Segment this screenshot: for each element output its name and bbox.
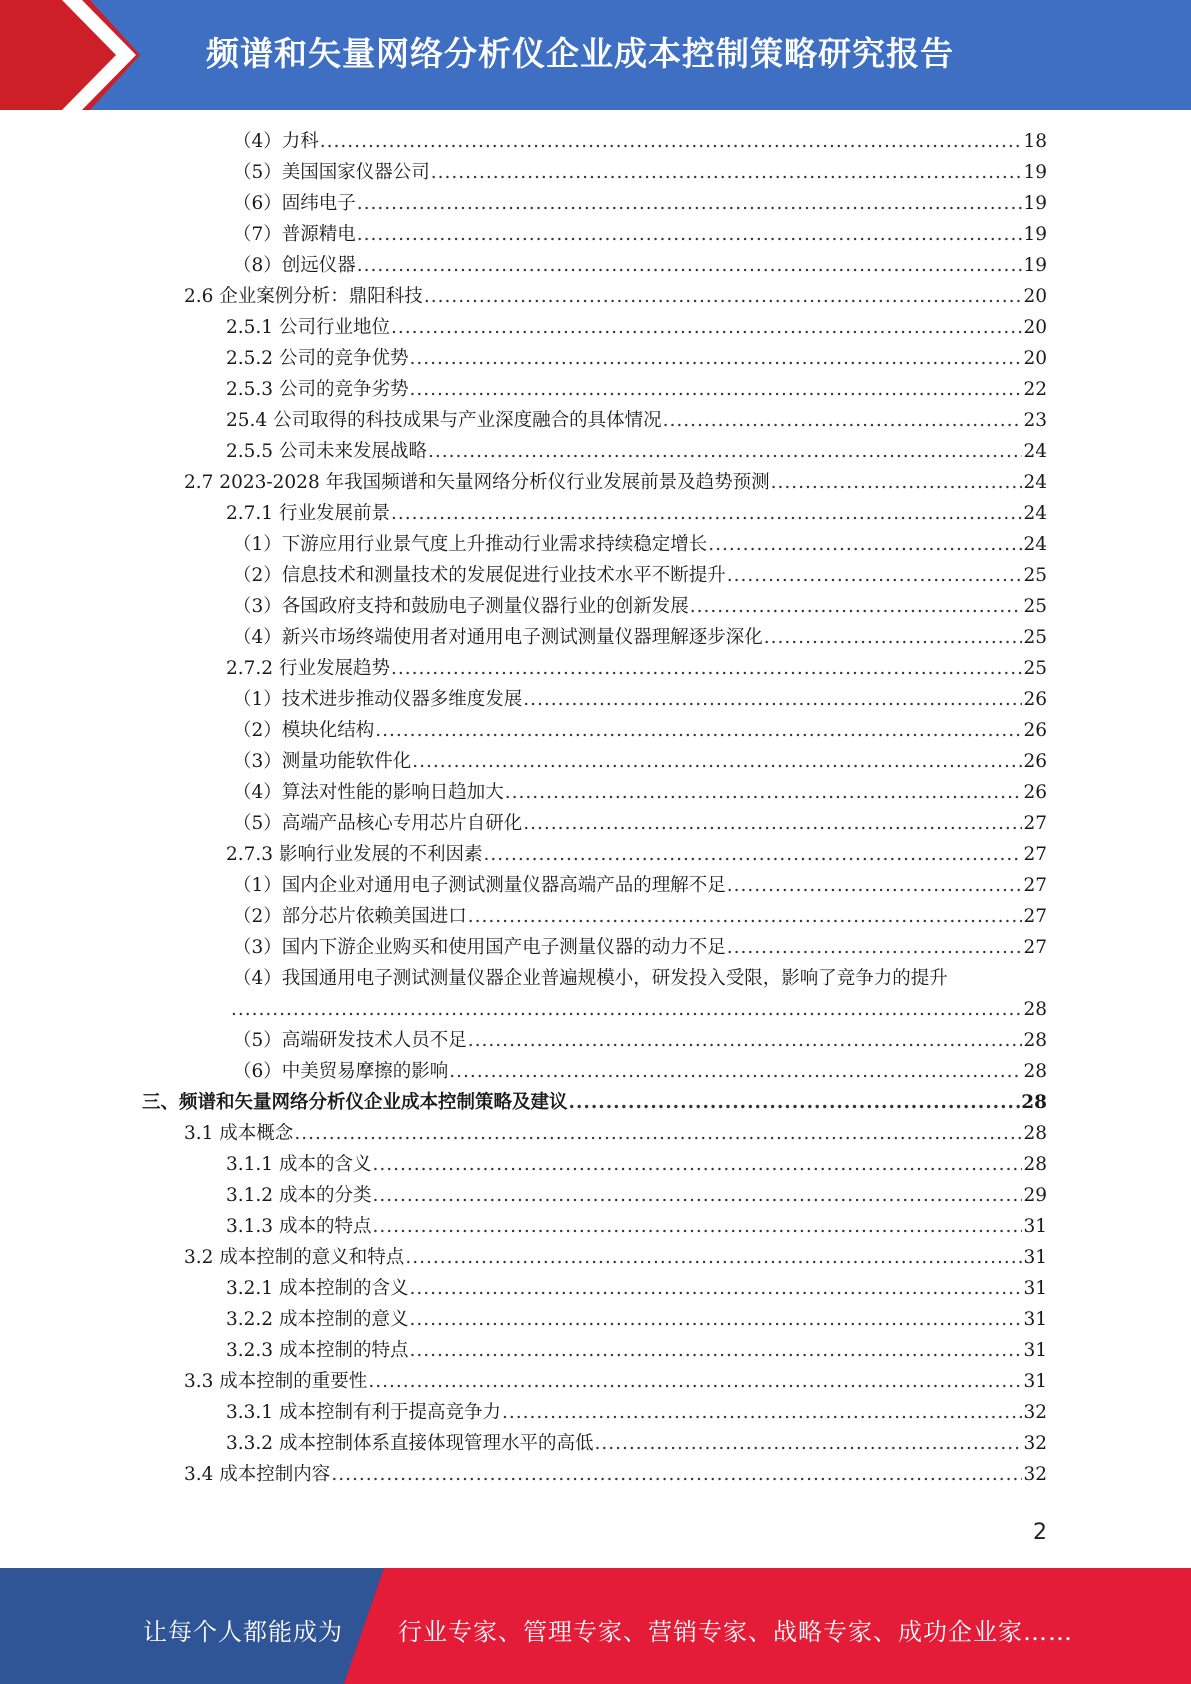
footer-slogan-left: 让每个人都能成为 (143, 1618, 343, 1646)
toc-entry[interactable]: 3.2.2 成本控制的意义 ..... 31 (226, 1306, 1047, 1334)
toc-entry[interactable]: 3.1 成本概念 ..... 28 (184, 1120, 1047, 1148)
toc-entry[interactable]: （3）国内下游企业购买和使用国产电子测量仪器的动力不足 ..... 27 (233, 934, 1047, 962)
toc-entry[interactable]: 3.3.2 成本控制体系直接体现管理水平的高低 ..... 32 (226, 1430, 1047, 1458)
toc-entry[interactable]: 2.5.3 公司的竞争劣势 ..... 22 (226, 376, 1047, 404)
toc-entry[interactable]: 3.1.2 成本的分类 ..... 29 (226, 1182, 1047, 1210)
toc-entry[interactable]: （4）新兴市场终端使用者对通用电子测试测量仪器理解逐步深化 ..... 25 (233, 624, 1047, 652)
toc-entry[interactable]: 3.3 成本控制的重要性 ..... 31 (184, 1368, 1047, 1396)
toc-entry[interactable]: 3.2 成本控制的意义和特点 ..... 31 (184, 1244, 1047, 1272)
toc-entry[interactable]: （5）高端产品核心专用芯片自研化 ..... 27 (233, 810, 1047, 838)
toc-entry[interactable]: （5）美国国家仪器公司 ..... 19 (233, 159, 1047, 187)
toc-entry[interactable]: 3.2.3 成本控制的特点 ..... 31 (226, 1337, 1047, 1365)
toc-entry-leader[interactable]: ..... 28 (230, 996, 1047, 1024)
toc-entry[interactable]: （2）模块化结构 ..... 26 (233, 717, 1047, 745)
toc-entry[interactable]: （6）中美贸易摩擦的影响 ..... 28 (233, 1058, 1047, 1086)
toc-entry[interactable]: （1）下游应用行业景气度上升推动行业需求持续稳定增长 ..... 24 (233, 531, 1047, 559)
toc-entry[interactable]: 2.7.3 影响行业发展的不利因素 ..... 27 (226, 841, 1047, 869)
toc-entry[interactable]: 3.1.3 成本的特点 ..... 31 (226, 1213, 1047, 1241)
toc-entry[interactable]: 2.5.1 公司行业地位 ..... 20 (226, 314, 1047, 342)
toc-chapter-entry[interactable]: 三、频谱和矢量网络分析仪企业成本控制策略及建议 ..... 28 (142, 1089, 1047, 1117)
toc-entry[interactable]: 2.7 2023-2028 年我国频谱和矢量网络分析仪行业发展前景及趋势预测 ..... 24 (184, 469, 1047, 497)
toc-entry[interactable]: 2.7.2 行业发展趋势 ..... 25 (226, 655, 1047, 683)
toc-entry[interactable]: （2）部分芯片依赖美国进口 ..... 27 (233, 903, 1047, 931)
toc-entry[interactable]: 3.1.1 成本的含义 ..... 28 (226, 1151, 1047, 1179)
page-number: 2 (1033, 1520, 1047, 1545)
toc-entry[interactable]: 2.5.2 公司的竞争优势 ..... 20 (226, 345, 1047, 373)
toc-entry[interactable]: （7）普源精电 ..... 19 (233, 221, 1047, 249)
page-header (0, 0, 1191, 110)
toc-entry[interactable]: （3）各国政府支持和鼓励电子测量仪器行业的创新发展 ..... 25 (233, 593, 1047, 621)
toc-entry[interactable]: （4）算法对性能的影响日趋加大 ..... 26 (233, 779, 1047, 807)
toc-entry-label-wrapped[interactable]: （4）我国通用电子测试测量仪器企业普遍规模小，研发投入受限，影响了竞争力的提升 (233, 968, 948, 989)
toc-entry[interactable]: （1）技术进步推动仪器多维度发展 ..... 26 (233, 686, 1047, 714)
toc-entry[interactable]: 2.5.5 公司未来发展战略 ..... 24 (226, 438, 1047, 466)
toc-entry[interactable]: （3）测量功能软件化 ..... 26 (233, 748, 1047, 776)
report-title: 频谱和矢量网络分析仪企业成本控制策略研究报告 (206, 34, 954, 73)
toc-entry[interactable]: 25.4 公司取得的科技成果与产业深度融合的具体情况 ..... 23 (226, 407, 1047, 435)
toc-entry[interactable]: 3.3.1 成本控制有利于提高竞争力 ..... 32 (226, 1399, 1047, 1427)
toc-entry[interactable]: 2.7.1 行业发展前景 ..... 24 (226, 500, 1047, 528)
toc-entry[interactable]: （6）固纬电子 ..... 19 (233, 190, 1047, 218)
toc-entry[interactable]: 2.6 企业案例分析：鼎阳科技 ..... 20 (184, 283, 1047, 311)
toc-entry[interactable]: （8）创远仪器 ..... 19 (233, 252, 1047, 280)
toc-entry[interactable]: （2）信息技术和测量技术的发展促进行业技术水平不断提升 ..... 25 (233, 562, 1047, 590)
page-footer (0, 1568, 1191, 1684)
toc-entry[interactable]: 3.2.1 成本控制的含义 ..... 31 (226, 1275, 1047, 1303)
toc-entry[interactable]: （5）高端研发技术人员不足 ..... 28 (233, 1027, 1047, 1055)
toc-entry[interactable]: 3.4 成本控制内容 ..... 32 (184, 1461, 1047, 1489)
toc-entry[interactable]: （4）力科 ..... 18 (233, 128, 1047, 156)
toc-entry[interactable]: （1）国内企业对通用电子测试测量仪器高端产品的理解不足 ..... 27 (233, 872, 1047, 900)
footer-slogan-right: 行业专家、管理专家、营销专家、战略专家、成功企业家…… (398, 1618, 1073, 1646)
